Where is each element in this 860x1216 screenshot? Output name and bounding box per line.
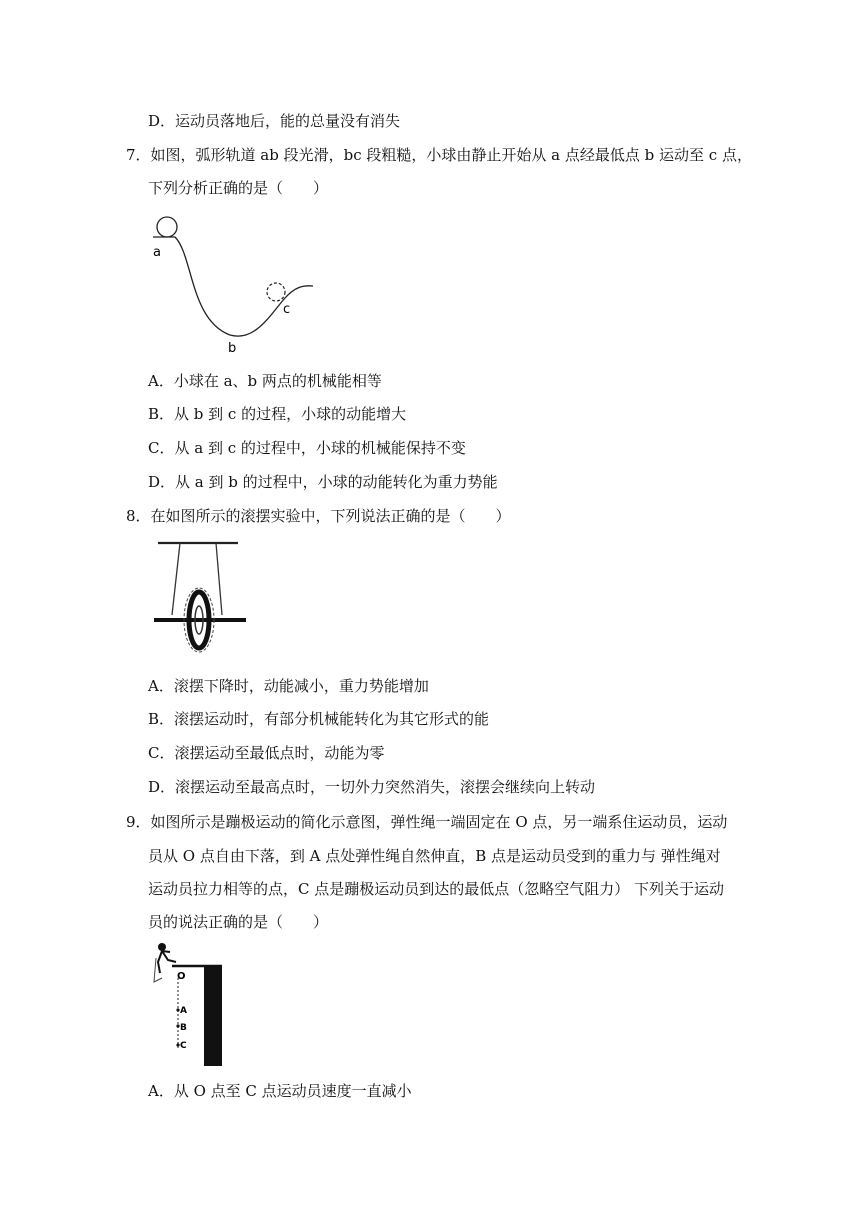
q7-stem-line2: 下列分析正确的是（ ） bbox=[148, 179, 329, 197]
q9-stem-line4: 员的说法正确的是（ ） bbox=[148, 913, 329, 931]
q7-stem-line1: 7．如图，弧形轨道 ab 段光滑，bc 段粗糙，小球由静止开始从 a 点经最低点 b 运动至 c 点， bbox=[126, 146, 752, 164]
q8-option-a: A．滚摆下降时，动能减小，重力势能增加 bbox=[148, 677, 429, 695]
arc-track bbox=[153, 237, 313, 336]
q8-option-c: C．滚摆运动至最低点时，动能为零 bbox=[148, 744, 385, 762]
label-b: B bbox=[180, 1023, 187, 1033]
q9-stem-line1: 9．如图所示是蹦极运动的简化示意图，弹性绳一端固定在 O 点，另一端系住运动员，运动 bbox=[126, 813, 728, 831]
q8-maxwell-wheel-figure bbox=[150, 535, 250, 665]
q7-option-c: C．从 a 到 c 的过程中，小球的机械能保持不变 bbox=[148, 439, 466, 457]
ball-at-a bbox=[157, 217, 177, 237]
q8-option-b: B．滚摆运动时，有部分机械能转化为其它形式的能 bbox=[148, 710, 490, 728]
q8-option-d: D．滚摆运动至最高点时，一切外力突然消失，滚摆会继续向上转动 bbox=[148, 778, 596, 796]
q7-option-b: B．从 b 到 c 的过程，小球的动能增大 bbox=[148, 405, 407, 423]
q7-option-a: A．小球在 a、b 两点的机械能相等 bbox=[148, 372, 382, 390]
cliff-wall bbox=[204, 966, 222, 1066]
q9-bungee-figure bbox=[150, 938, 230, 1070]
q7-option-d: D．从 a 到 b 的过程中，小球的动能转化为重力势能 bbox=[148, 473, 498, 491]
label-a: a bbox=[153, 245, 161, 260]
q8-stem: 8．在如图所示的滚摆实验中，下列说法正确的是（ ） bbox=[126, 507, 511, 525]
label-o: O bbox=[177, 971, 186, 982]
jumper-head bbox=[158, 943, 166, 951]
q9-stem-line3: 运动员拉力相等的点，C 点是蹦极运动员到达的最低点（忽略空气阻力） 下列关于运动 bbox=[148, 880, 725, 898]
label-b: b bbox=[228, 341, 237, 356]
label-c: c bbox=[283, 302, 291, 317]
label-c: C bbox=[180, 1041, 187, 1051]
ball-at-c bbox=[267, 283, 285, 301]
q9-stem-line2: 员从 O 点自由下落，到 A 点处弹性绳自然伸直，B 点是运动员受到的重力与 弹性绳对 bbox=[148, 847, 721, 865]
q7-track-figure bbox=[145, 210, 320, 360]
q9-option-a: A．从 O 点至 C 点运动员速度一直减小 bbox=[148, 1082, 412, 1100]
label-a: A bbox=[180, 1006, 187, 1016]
q6-option-d: D．运动员落地后，能的总量没有消失 bbox=[148, 112, 401, 130]
